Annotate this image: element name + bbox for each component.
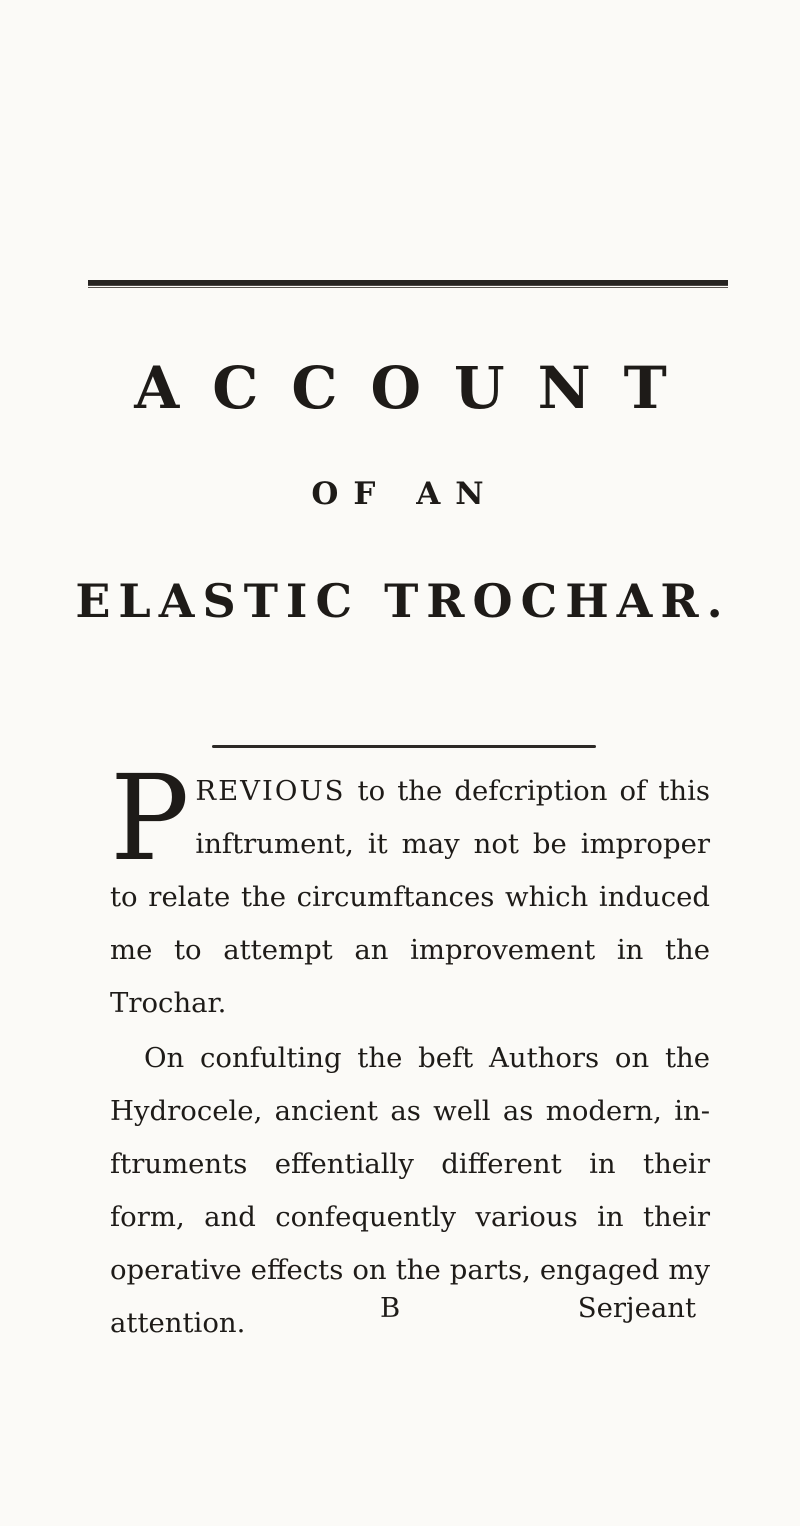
paragraph-1-lead: REVIOUS [195, 775, 346, 807]
section-rule [212, 745, 596, 748]
title-of-an: OF AN [311, 476, 499, 512]
drop-cap: P [110, 749, 190, 887]
signature-mark: B [380, 1292, 401, 1324]
top-double-rule [88, 280, 728, 286]
paragraph-1-text: to the defcription of this inftrument, it may not be improper to relate the circumftances which induced me to attempt an improvement in the Trochar. [110, 775, 710, 1019]
paragraph-1 [110, 749, 710, 1030]
title-account: ACCOUNT [134, 354, 700, 422]
page-footer [0, 1282, 800, 1335]
catchword: Serjeant [577, 1292, 696, 1324]
title-elastic-trochar: ELASTIC TROCHAR. [75, 574, 731, 628]
paragraph-2: On confulting the beft Authors on the Hydrocele, ancient as well as modern, in-ftruments effentially different in their form, and confequently various in their operative effects on the parts, engaged my attention. [110, 1042, 710, 1339]
